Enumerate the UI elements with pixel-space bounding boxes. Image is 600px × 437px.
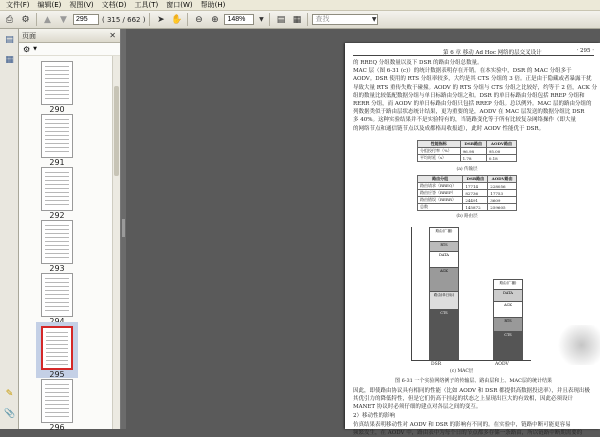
thumbnail-text-line [45, 98, 69, 99]
table-cell: 0.18 [486, 155, 516, 162]
attachments-icon[interactable]: 📎 [4, 409, 16, 419]
thumbnail-text-line [45, 196, 69, 197]
zoom-dropdown-icon[interactable]: ▼ [259, 16, 264, 23]
zoom-in-icon[interactable]: ⊕ [211, 14, 219, 25]
thumbnail-list [19, 56, 113, 432]
pages-panel-options [19, 43, 120, 56]
thumbnail-text-line [45, 233, 69, 234]
thumbnail-label: 290 [49, 105, 65, 114]
page-thumbnail[interactable] [41, 326, 73, 370]
x-tick-label: DSR [431, 362, 442, 367]
segment-label: CTS [440, 311, 448, 315]
segment-label: DATA [439, 253, 449, 257]
segment-label: ACK [440, 269, 448, 273]
text-line: 列数据类似于路由层状态统计结果，更为重要的是，AODV 在 MAC 层发送的数据分组比 DSR [353, 109, 585, 116]
segment-label: CTS [504, 333, 512, 337]
document-page [345, 43, 600, 437]
text-line: MANET 协议时必须仔细的建点对各层之间的变互。 [353, 404, 482, 411]
thumbnail-label: 291 [49, 158, 65, 167]
text-line: 的 RREQ 分组数量以及下 DSR 的路由分组总数量。 [353, 60, 483, 66]
thumbnail-text-line [45, 257, 69, 258]
paragraph-2 [353, 387, 594, 412]
share-icon[interactable]: ⚙ [21, 14, 30, 25]
text-line: 组的数量比较低配数据分组与单日标路由分组之和。DSR 的单日标路由分组包括 RREP 分组和 [353, 92, 585, 99]
text-line: 仿真结果表明移动性对 AODV 和 DSR 的影响有不同的。在实验中，链路中断可能更容易 [353, 422, 571, 428]
thumbnail-text-line [45, 127, 69, 128]
thumbnail-text-line [45, 241, 69, 242]
thumbnail-text-line [45, 143, 69, 144]
chevron-down-icon[interactable]: ▼ [33, 46, 38, 52]
menu-tools[interactable]: 工具(T) [134, 0, 159, 9]
thumbnail-text-line [46, 340, 68, 341]
table-row [418, 190, 517, 197]
thumbnail-text-line [45, 278, 69, 279]
thumbnail-text-line [45, 139, 69, 140]
thumbnail-text-line [45, 282, 69, 283]
thumbnail-text-line [45, 82, 69, 83]
table-cell: 82736 [463, 190, 488, 197]
watermark-stamp [554, 325, 600, 365]
figure-y-axis [411, 227, 412, 360]
thumbnail-text-line [45, 306, 69, 307]
table-cell: 96.98 [460, 148, 486, 155]
thumbnail-text-line [45, 400, 69, 401]
thumbnail-text-line [45, 147, 69, 148]
thumbnail-label: 296 [49, 423, 65, 432]
thumbnail-text-line [45, 249, 69, 250]
toolbar-divider [269, 13, 270, 26]
panel-splitter[interactable] [121, 29, 126, 429]
thumbnail-text-line [45, 94, 69, 95]
bar-segment [494, 318, 522, 332]
segment-label: 路由(单日标) [433, 293, 455, 297]
table-header: DSR路由 [460, 141, 486, 148]
table-header: AODV路由 [486, 141, 516, 148]
text-line: 导致大量 RTS 重传失败于碰撞。AODV 的 RTS 分组与 CTS 分组之比较好，约等于 2 倍，ACK 分 [353, 84, 598, 91]
menu-window[interactable]: 窗口(W) [166, 0, 193, 9]
pages-panel-header [19, 29, 120, 43]
previous-page-icon[interactable]: ▲ [44, 14, 51, 25]
thumbnail-text-line [45, 229, 69, 230]
table-cell: 145872 [463, 204, 488, 211]
text-line: MAC 层（图 6-31 (c)）的统计数据表明存在开销。在本实验中，DSR 的 MAC 分组多于 [353, 68, 572, 75]
dsr-stacked-bar [429, 227, 459, 360]
transport-layer-table [417, 140, 517, 162]
bar-segment [494, 332, 522, 359]
thumbnail-text-line [46, 344, 68, 345]
fit-width-icon[interactable]: ▦ [292, 14, 302, 25]
segment-label: 路由(广播) [499, 281, 517, 285]
bar-segment [430, 310, 458, 359]
thumbnail-text-line [45, 86, 69, 87]
thumbnail-text-line [45, 286, 69, 287]
table-cell: 95.00 [486, 148, 516, 155]
bookmarks-icon[interactable]: ▦ [5, 55, 14, 65]
thumbnail-text-line [46, 332, 68, 333]
thumbnail-text-line [45, 225, 69, 226]
page-count: ( 315 / 662 ) [102, 15, 146, 24]
thumbnail-text-line [45, 408, 69, 409]
page-thumbnail[interactable] [41, 61, 73, 105]
menu-file[interactable]: 文件(F) [6, 0, 30, 9]
table-cell: 分组投付率（%） [418, 148, 461, 155]
routing-layer-table [417, 175, 517, 211]
toolbar-divider [149, 13, 150, 26]
thumbnail-label: 293 [49, 264, 65, 273]
thumbnail-text-line [45, 245, 69, 246]
table-header: 路由分组 [418, 176, 463, 183]
toolbar-divider [307, 13, 308, 26]
search-input[interactable] [312, 14, 378, 25]
thumbnail-text-line [45, 74, 69, 75]
table-row [418, 155, 517, 162]
thumbnail-text-line [45, 384, 69, 385]
table-cell: 总数 [418, 204, 463, 211]
menu-view[interactable]: 视图(V) [69, 0, 94, 9]
page-header [353, 48, 594, 56]
thumbnail-text-line [45, 66, 69, 67]
pages-panel-icon[interactable]: ▤ [5, 35, 14, 45]
pages-panel [19, 29, 121, 432]
thumbnail-text-line [45, 151, 69, 152]
hand-tool-icon[interactable]: ✋ [171, 14, 183, 25]
menu-edit[interactable]: 编辑(E) [37, 0, 62, 9]
thumbnail-text-line [45, 200, 69, 201]
table-cell: 1.78 [460, 155, 486, 162]
menu-bar [0, 0, 600, 11]
toolbar-divider [36, 13, 37, 26]
page-thumbnail[interactable] [41, 167, 73, 211]
subheading [353, 412, 594, 420]
bar-segment [430, 252, 458, 268]
thumbnail-text-line [45, 416, 69, 417]
bar-segment [430, 268, 458, 292]
thumbnail-text-line [45, 135, 69, 136]
thumbnail-label: 292 [49, 211, 65, 220]
table-cell: 路由请求（RREQ） [418, 183, 463, 190]
table-cell: 路由错误（RERR） [418, 197, 463, 204]
table-header: DSR路由 [463, 176, 488, 183]
close-icon[interactable]: ✕ [109, 31, 116, 40]
thumbnail-text-line [45, 176, 69, 177]
thumbnail-text-line [46, 348, 68, 349]
text-line: 其优引力的降低特性，但是它们仍高于挂起的状态之上显现出巨大的有效相，因此必须设计 [353, 396, 574, 403]
pages-panel-title: 页面 [22, 31, 36, 40]
bar-segment [494, 302, 522, 318]
menu-help[interactable]: 帮助(H) [200, 0, 226, 9]
segment-label: ACK [504, 303, 512, 307]
text-line: RERR 分组，而 AODV 的单日标路由分组只包括 RREP 分组。总以例外。MAC 层的路由分组的 [353, 101, 592, 108]
figure-caption: 图 6-31 一个实验网络例子的传输层、路由层和上、MAC层的统计结果 [395, 378, 552, 384]
table-cell: 路由应答（RREP） [418, 190, 463, 197]
table-cell: 3609 [488, 197, 517, 204]
thumbnail-text-line [46, 360, 68, 361]
thumbnail-text-line [46, 336, 68, 337]
page-thumbnail[interactable] [41, 220, 73, 264]
thumbnail-text-line [45, 310, 69, 311]
text-line: 2）移动性的影响 [353, 413, 395, 419]
thumbnail-text-line [45, 204, 69, 205]
table-caption: (b) 路由层 [456, 214, 478, 219]
next-page-icon[interactable]: ▼ [60, 14, 67, 25]
thumbnail-text-line [45, 90, 69, 91]
options-icon[interactable]: ⚙ [23, 44, 31, 54]
thumbnail-text-line [45, 290, 69, 291]
page-thumbnail[interactable] [41, 273, 73, 317]
thumbnail-text-line [45, 123, 69, 124]
bar-segment [494, 290, 522, 302]
search-dropdown-icon[interactable]: ▼ [371, 16, 377, 23]
thumbnail-text-line [45, 253, 69, 254]
page-number: · 295 · [576, 48, 594, 54]
text-line: 的网络节点和通信链节点以及成都格局收报道），此时 AODV 性能优于 DSR。 [353, 125, 545, 132]
text-line: AODV。DSR 使用的 RTS 分组率较多，大约是其 CTS 分组的 3 倍。正是由于隐藏或者暴露干扰 [353, 76, 592, 83]
page-thumbnail[interactable] [41, 114, 73, 158]
bar-segment [430, 242, 458, 252]
segment-label: RTS [504, 319, 512, 323]
bar-segment [494, 280, 522, 290]
figure-sublabel: (c) MAC层 [450, 369, 474, 374]
bar-segment [430, 228, 458, 242]
zoom-input[interactable] [224, 14, 254, 25]
page-thumbnail[interactable] [41, 379, 73, 423]
thumbnail-label: 295 [49, 370, 65, 379]
text-line: 因此，即使路由协议具有相同的性能（比如 AODV 和 DSR 都提供高数据投送率），并且表现出极 [353, 388, 590, 394]
table-row [418, 148, 517, 155]
thumbnail-text-line [45, 192, 69, 193]
thumbnail-text-line [45, 70, 69, 71]
thumbnail-text-line [45, 396, 69, 397]
thumbnail-text-line [45, 237, 69, 238]
table-row [418, 197, 517, 204]
paragraph-1 [353, 59, 598, 133]
thumbnail-text-line [45, 78, 69, 79]
menu-document[interactable]: 文档(D) [101, 0, 127, 9]
thumbnail-text-line [45, 294, 69, 295]
table-cell: 17714 [463, 183, 488, 190]
splitter-grip[interactable] [122, 219, 125, 237]
search-placeholder: 查找 [315, 15, 330, 23]
text-line: 频繁发生，在 AODV 中，路由表中为每个日的节点都多存储一条路由，所以链路中断期需要的 [353, 430, 583, 437]
table-cell: 平均时延（s） [418, 155, 461, 162]
thumbnail-text-line [45, 188, 69, 189]
thumbnail-text-line [46, 356, 68, 357]
bar-segment [430, 292, 458, 310]
paragraph-3 [353, 421, 594, 437]
thumbnail-text-line [45, 302, 69, 303]
text-line: 多 40%。这种实验结果并不是实验特有的，当链路变化等于所有比较复杂网络操作（即大量 [353, 117, 576, 124]
thumbnail-text-line [45, 119, 69, 120]
navigation-rail [0, 29, 19, 429]
thumbnail-text-line [46, 364, 68, 365]
thumbnail-text-line [45, 131, 69, 132]
panel-scrollbar[interactable] [112, 56, 120, 429]
thumbnail-text-line [45, 412, 69, 413]
fit-page-icon[interactable]: ▤ [276, 14, 286, 25]
figure-x-axis [411, 360, 531, 361]
page-number-input[interactable] [73, 14, 99, 25]
table-header: 性能指标 [418, 141, 461, 148]
table-cell: 228056 [488, 183, 517, 190]
table-row [418, 204, 517, 211]
x-tick-label: AODV [495, 362, 509, 367]
zoom-out-icon[interactable]: ⊖ [195, 14, 203, 25]
table-cell: 259605 [488, 204, 517, 211]
thumbnail-text-line [46, 352, 68, 353]
thumbnail-text-line [45, 184, 69, 185]
table-row [418, 183, 517, 190]
scrollbar-thumb[interactable] [114, 86, 119, 176]
thumbnail-text-line [45, 180, 69, 181]
thumbnail-text-line [45, 388, 69, 389]
table-caption: (a) 传输层 [456, 167, 478, 172]
thumbnail-text-line [45, 172, 69, 173]
thumbnail-text-line [45, 392, 69, 393]
comments-icon[interactable]: ✎ [5, 389, 14, 399]
segment-label: DATA [503, 291, 513, 295]
segment-label: RTS [440, 243, 448, 247]
table-cell: 17753 [488, 190, 517, 197]
thumbnail-text-line [45, 404, 69, 405]
print-icon[interactable]: ⎙ [5, 14, 14, 25]
segment-label: 路由(广播) [435, 229, 453, 233]
aodv-stacked-bar [493, 279, 523, 360]
chapter-title: 第 6 章 移动 Ad Hoc 网络的层交叉设计 [443, 50, 542, 56]
table-header: AODV路由 [488, 176, 517, 183]
table-cell: 24491 [463, 197, 488, 204]
select-tool-icon[interactable]: ➤ [157, 14, 165, 25]
thumbnail-text-line [45, 298, 69, 299]
toolbar [0, 11, 600, 29]
toolbar-divider [187, 13, 188, 26]
